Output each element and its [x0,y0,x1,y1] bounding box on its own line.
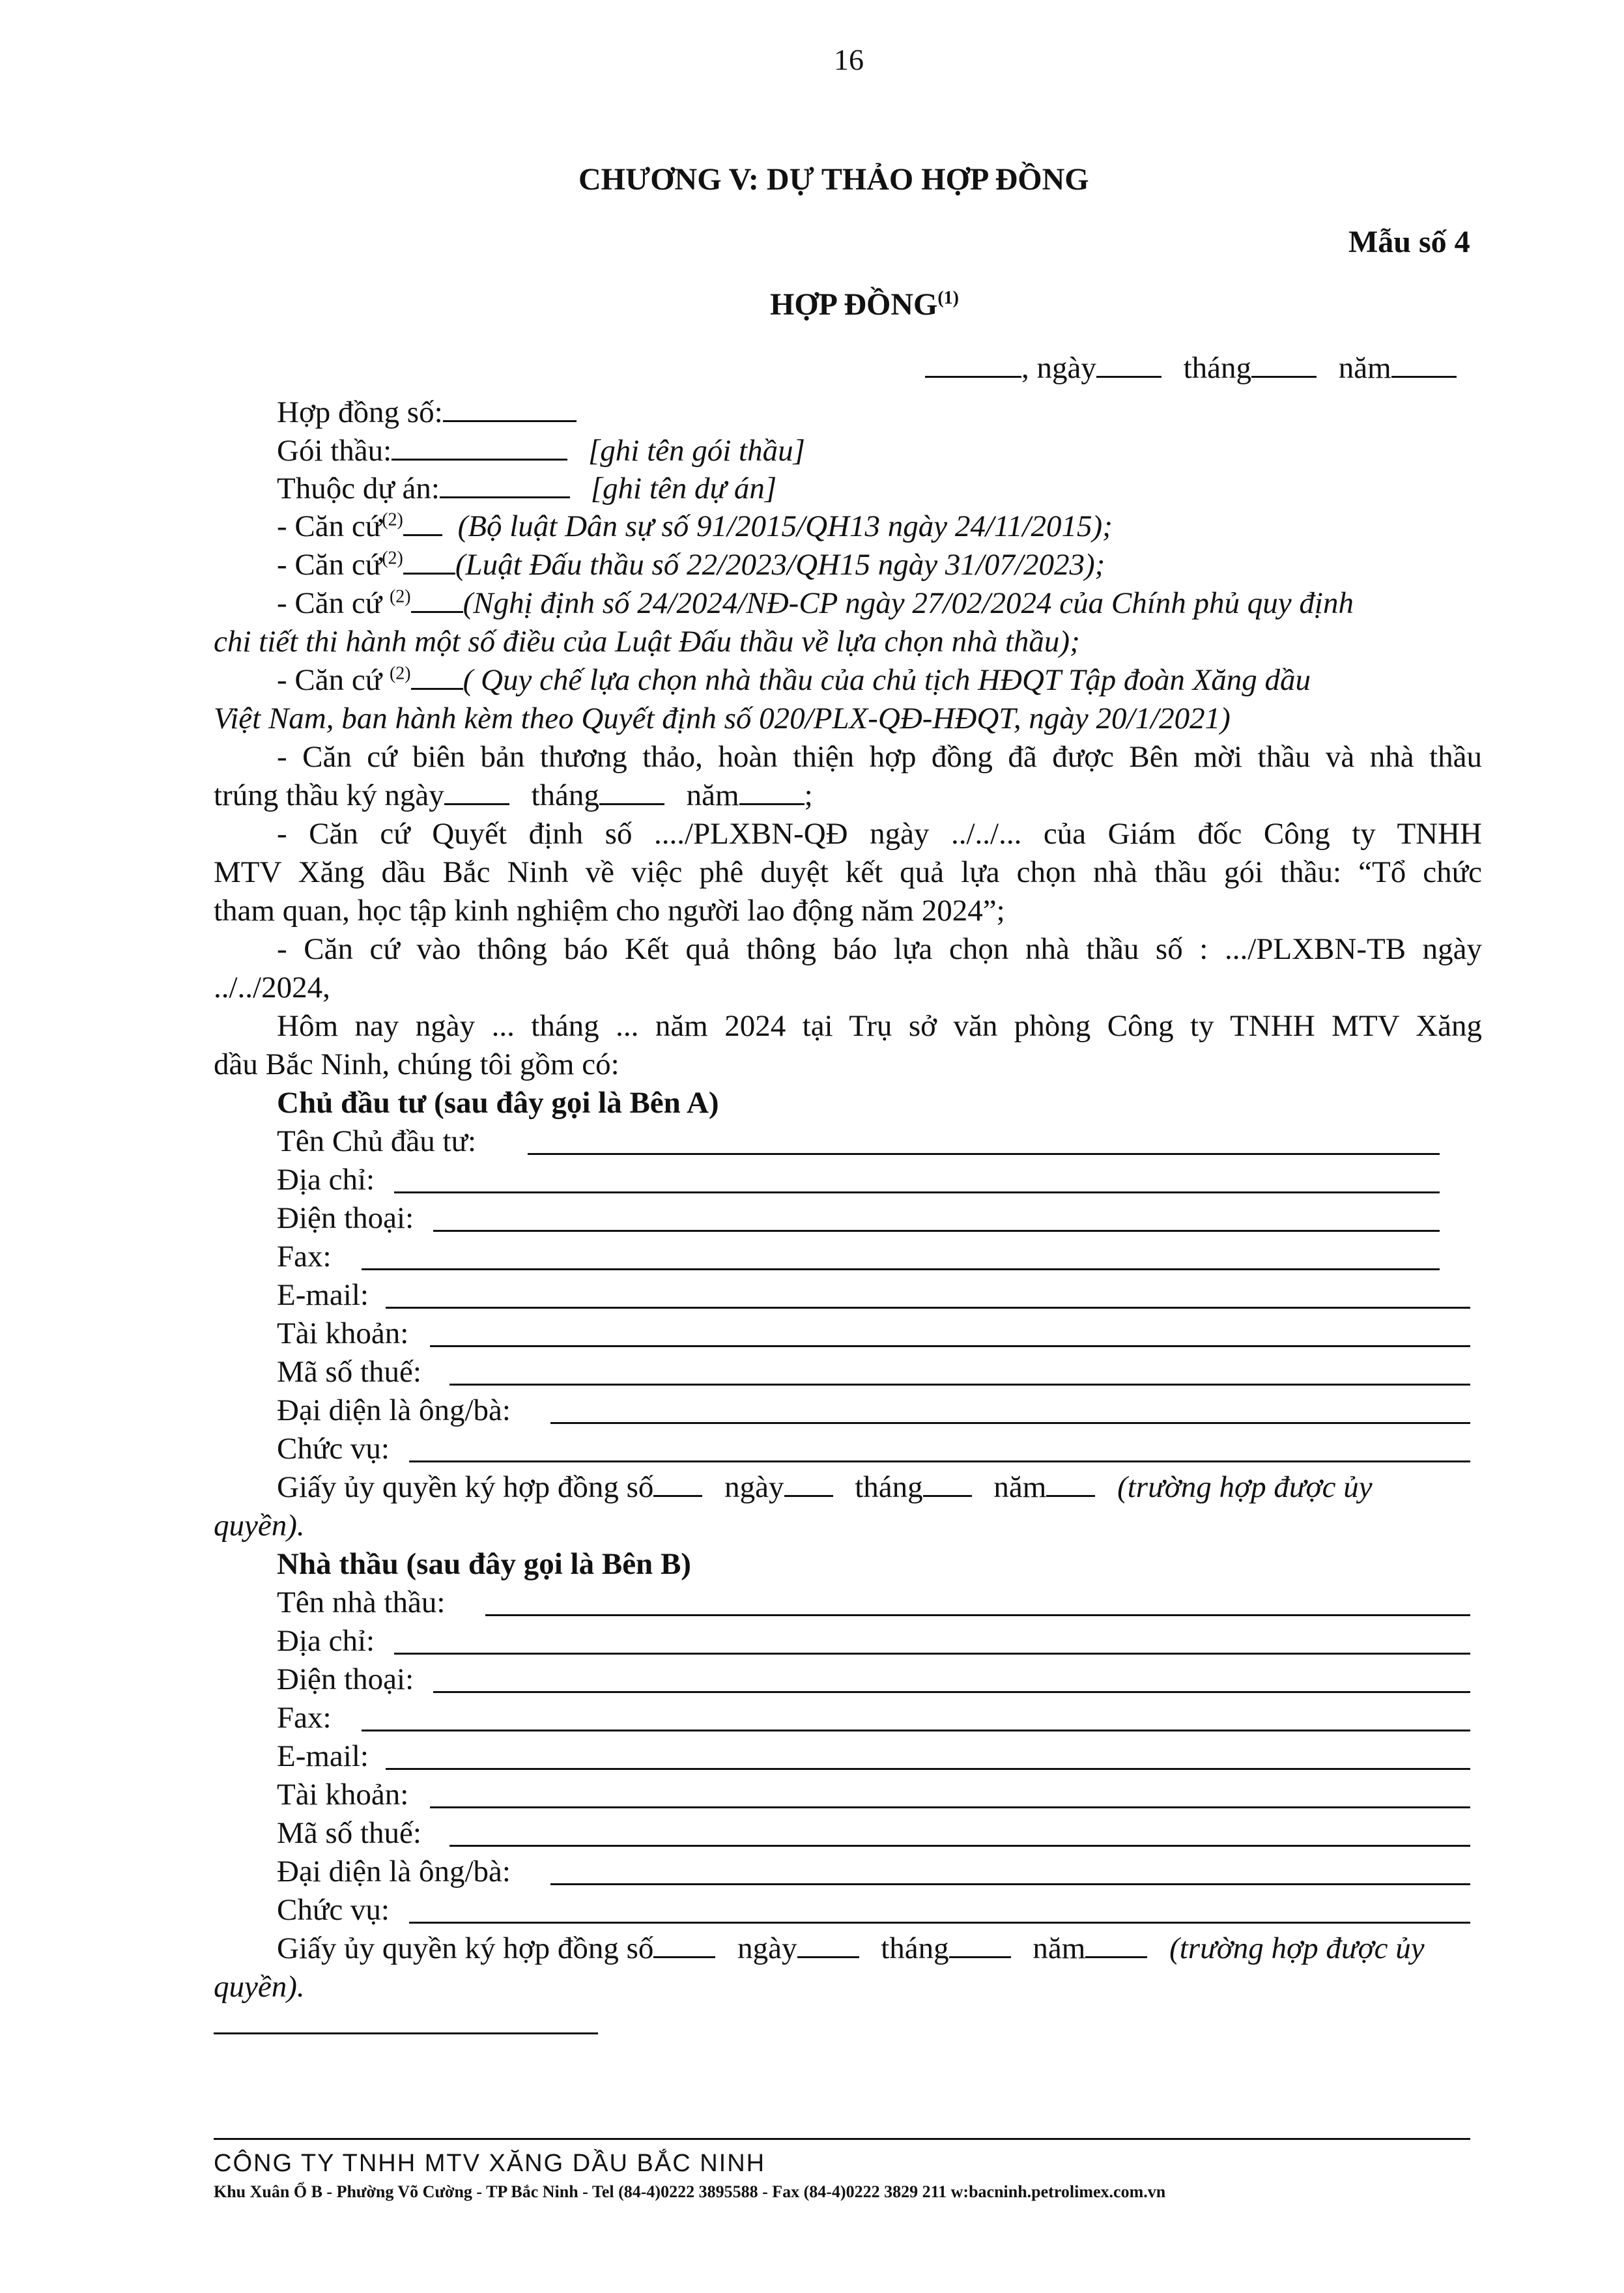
party-a-fax-line [362,1268,1440,1270]
date-day-label: , ngày [1021,351,1096,385]
basis-prefix: - Căn cứ [277,509,382,543]
basis-text: (Luật Đấu thầu số 22/2023/QH15 ngày 31/07/2023); [455,548,1105,582]
party-b-fax-label: Fax: [277,1701,332,1735]
party-b-address-label: Địa chỉ: [277,1624,375,1658]
project-label: Thuộc dự án: [277,472,440,506]
form-label: Mẫu số 4 [1348,225,1470,259]
party-a-email-line [386,1307,1470,1309]
party-b-authorization [277,1929,1425,1968]
contract-number-field [277,393,577,432]
decision-line3: tham quan, học tập kinh nghiệm cho người lao động năm 2024”; [214,894,1005,928]
negotiation-line1: - Căn cứ biên bản thương thảo, hoàn thiện hợp đồng đã được Bên mời thầu và nhà thầu [277,740,1482,774]
footnote-separator [214,2032,598,2034]
auth-month-blank [949,1931,1011,1958]
auth-month-blank [923,1470,972,1497]
basis-text: (Nghị định số 24/2024/NĐ-CP ngày 27/02/2024 của Chính phủ quy định [463,586,1354,620]
party-a-fax-label: Fax: [277,1240,332,1274]
negotiation-year-label: năm [686,778,739,812]
party-a-account-line [430,1345,1470,1347]
party-b-rep-label: Đại diện là ông/bà: [277,1855,511,1888]
basis-note: (2) [382,509,403,530]
party-b-position-label: Chức vụ: [277,1893,390,1927]
doc-title-note: (1) [937,288,959,308]
party-a-position-line [409,1460,1470,1462]
auth-number-blank [653,1470,702,1497]
basis-regulation [277,661,1311,700]
party-b-account-label: Tài khoản: [277,1778,409,1812]
auth-number-blank [653,1931,715,1958]
decision-line1: - Căn cứ Quyết định số ..../PLXBN-QĐ ngày ../../... của Giám đốc Công ty TNHH [277,817,1482,851]
day-blank [1096,351,1161,378]
basis-decree-cont: chi tiết thi hành một số điều của Luật Đấu thầu về lựa chọn nhà thầu); [214,625,1080,659]
basis-prefix: - Căn cứ [277,548,382,582]
basis-note: (2) [382,548,403,569]
day-blank [444,778,509,805]
basis-blank [403,548,455,575]
party-b-address-line [394,1653,1470,1655]
doc-title-text: HỢP ĐỒNG [770,287,938,322]
basis-civil-code [277,507,1113,546]
auth-month-label: tháng [881,1931,949,1965]
basis-text: (Bộ luật Dân sự số 91/2015/QH13 ngày 24/11/2015); [457,509,1113,543]
today-line1: Hôm nay ngày ... tháng ... năm 2024 tại Trụ sở văn phòng Công ty TNHH MTV Xăng [277,1009,1482,1043]
party-b-tax-line [449,1845,1470,1847]
package-hint: [ghi tên gói thầu] [588,434,805,468]
party-a-name-line [528,1153,1440,1155]
party-b-phone-line [433,1691,1470,1693]
party-b-name-line [485,1614,1470,1616]
party-a-authorization [277,1468,1373,1507]
project-field [277,469,776,508]
basis-blank [403,509,442,536]
contract-number-blank [443,395,577,422]
party-a-tax-label: Mã số thuế: [277,1355,421,1389]
auth-day-blank [784,1470,833,1497]
party-b-email-label: E-mail: [277,1739,369,1773]
auth-year-label: năm [993,1470,1047,1504]
basis-regulation-cont: Việt Nam, ban hành kèm theo Quyết định số 020/PLX-QĐ-HĐQT, ngày 20/1/2021) [214,702,1231,735]
auth-note: (trường hợp được ủy [1169,1931,1425,1965]
month-blank [599,778,664,805]
party-a-address-label: Địa chỉ: [277,1163,375,1197]
party-b-heading: Nhà thầu (sau đây gọi là Bên B) [277,1547,691,1581]
party-a-tax-line [449,1384,1470,1386]
basis-prefix: - Căn cứ [277,586,390,620]
footer-company: CÔNG TY TNHH MTV XĂNG DẦU BẮC NINH [214,2150,766,2177]
party-b-fax-line [362,1730,1470,1731]
basis-text: ( Quy chế lựa chọn nhà thầu của chủ tịch HĐQT Tập đoàn Xăng dầu [463,663,1311,697]
party-a-phone-label: Điện thoại: [277,1201,414,1235]
basis-blank [411,586,463,613]
auth-day-blank [797,1931,859,1958]
page-number: 16 [834,43,864,76]
party-a-rep-label: Đại diện là ông/bà: [277,1393,511,1427]
year-blank [739,778,805,805]
basis-blank [411,663,463,690]
decision-line2: MTV Xăng dầu Bắc Ninh về việc phê duyệt kết quả lựa chọn nhà thầu gói thầu: “Tổ chức [214,855,1482,889]
negotiation-line2 [214,776,813,815]
auth-year-blank [1046,1470,1095,1497]
basis-note: (2) [389,586,411,607]
authorization-label: Giấy ủy quyền ký hợp đồng số [277,1470,654,1504]
negotiation-month-label: tháng [531,778,599,812]
party-b-phone-label: Điện thoại: [277,1662,414,1696]
party-b-tax-label: Mã số thuế: [277,1816,421,1850]
party-a-name-label: Tên Chủ đầu tư: [277,1124,477,1158]
party-b-account-line [430,1806,1470,1808]
basis-bidding-law [277,545,1105,584]
today-line2: dầu Bắc Ninh, chúng tôi gồm có: [214,1047,620,1081]
party-b-position-line [409,1922,1470,1924]
auth-month-label: tháng [855,1470,923,1504]
project-hint: [ghi tên dự án] [590,472,777,506]
date-year-label: năm [1338,351,1391,385]
party-b-name-label: Tên nhà thầu: [277,1586,446,1619]
basis-prefix: - Căn cứ [277,663,390,697]
auth-year-label: năm [1033,1931,1086,1965]
footer-rule [214,2138,1470,2140]
party-a-rep-line [550,1422,1470,1424]
party-a-authorization-cont: quyền). [214,1509,305,1543]
chapter-title: CHƯƠNG V: DỰ THẢO HỢP ĐỒNG [578,162,1089,197]
date-month-label: tháng [1183,351,1252,385]
auth-note: (trường hợp được ủy [1117,1470,1373,1504]
notice-line2: ../../2024, [214,971,330,1004]
auth-day-label: ngày [737,1931,797,1965]
place-blank [925,351,1021,378]
basis-note: (2) [389,663,411,684]
negotiation-sign-label: trúng thầu ký ngày [214,778,444,812]
party-a-address-line [394,1191,1440,1193]
project-blank [440,472,570,498]
authorization-label: Giấy ủy quyền ký hợp đồng số [277,1931,654,1965]
party-a-position-label: Chức vụ: [277,1432,390,1466]
footer-address: Khu Xuân Ổ B - Phường Võ Cường - TP Bắc Ninh - Tel (84-4)0222 3895588 - Fax (84-4)0222 3829 211 w:bacninh.petrolimex.com.vn [214,2182,1166,2201]
date-line [925,349,1457,388]
contract-number-label: Hợp đồng số: [277,395,443,429]
package-label: Gói thầu: [277,434,392,468]
party-b-authorization-cont: quyền). [214,1970,305,2004]
package-blank [392,434,567,461]
doc-title [770,285,959,324]
notice-line1: - Căn cứ vào thông báo Kết quả thông báo lựa chọn nhà thầu số : .../PLXBN-TB ngày [277,932,1482,966]
auth-year-blank [1085,1931,1147,1958]
party-b-rep-line [550,1883,1470,1885]
party-a-heading: Chủ đầu tư (sau đây gọi là Bên A) [277,1086,719,1120]
party-a-account-label: Tài khoản: [277,1317,409,1350]
party-a-email-label: E-mail: [277,1278,369,1312]
negotiation-end: ; [804,778,813,812]
year-blank [1391,351,1457,378]
auth-day-label: ngày [724,1470,784,1504]
party-b-email-line [386,1768,1470,1770]
package-field [277,431,805,470]
basis-decree [277,584,1354,623]
party-a-phone-line [433,1230,1440,1232]
month-blank [1251,351,1317,378]
